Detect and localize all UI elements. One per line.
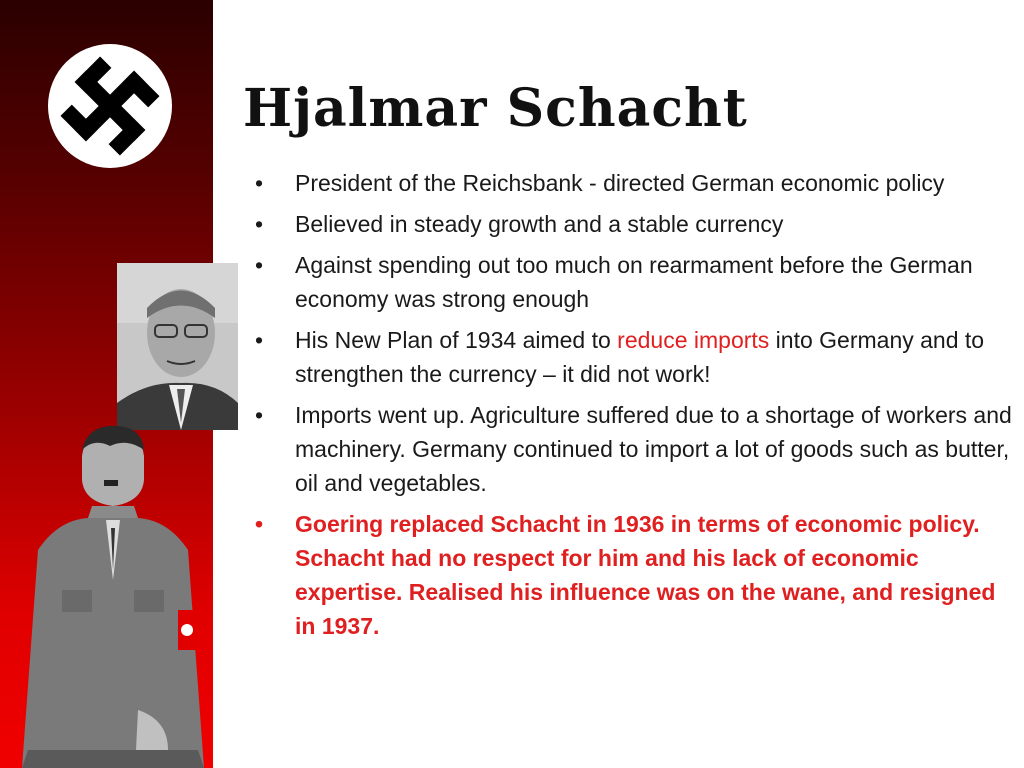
bullet-item-emphasized — [255, 507, 1015, 643]
bullet-text — [295, 327, 984, 387]
bullet-text-before: His New Plan of 1934 aimed to — [295, 327, 618, 353]
bullet-text: Against spending out too much on rearmament before the German economy was strong enough — [295, 252, 973, 312]
bullet-text: Goering replaced Schacht in 1936 in terms of economic policy. Schacht had no respect for him and his lack of economic expertise. Realised his influence was on the wane, and resigned in 1937. — [295, 511, 996, 639]
bullet-item — [255, 398, 1015, 500]
bullet-text-after: into Germany and to strengthen the currency – it did not work! — [295, 327, 985, 387]
bullet-text: Imports went up. Agriculture suffered due to a shortage of workers and machinery. Germany continued to import a lot of goods such as butter, oil and vegetables. — [295, 402, 1012, 496]
bullet-item — [255, 166, 1015, 200]
bullet-marker: • — [255, 327, 264, 353]
bullet-marker: • — [255, 252, 264, 278]
bullet-marker: • — [255, 170, 264, 196]
bullet-marker: • — [255, 402, 264, 428]
bullet-marker: • — [255, 511, 264, 537]
bullet-marker: • — [255, 211, 264, 237]
bullet-text: President of the Reichsbank - directed German economic policy — [295, 170, 945, 196]
schacht-portrait-photo — [117, 263, 238, 430]
hitler-standing-photo — [18, 420, 208, 768]
bullet-list — [255, 166, 1015, 650]
slide-title: Hjalmar Schacht — [243, 78, 748, 139]
bullet-text: Believed in steady growth and a stable currency — [295, 211, 784, 237]
highlighted-phrase: reduce imports — [617, 327, 770, 353]
bullet-item — [255, 323, 1015, 391]
bullet-item — [255, 207, 1015, 241]
bullet-item — [255, 248, 1015, 316]
swastika-emblem-icon — [46, 42, 174, 170]
